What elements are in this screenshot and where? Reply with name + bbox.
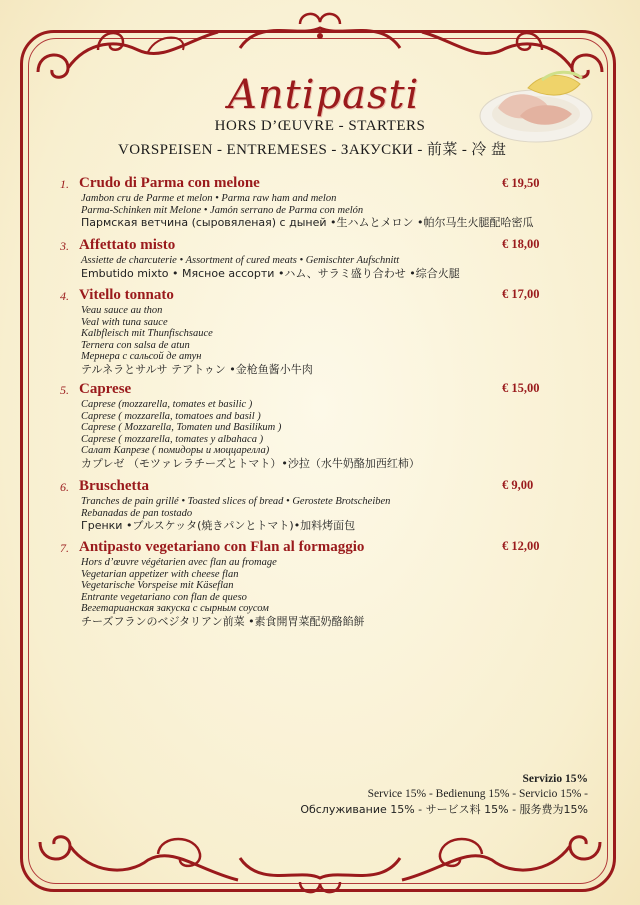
item-number: 4.	[60, 289, 69, 303]
desc-line: Vegetarian appetizer with cheese flan	[81, 568, 239, 580]
item-price: € 9,00	[502, 478, 534, 492]
desc-line: Parma-Schinken mit Melone • Jamón serrano de Parma con melón	[81, 204, 364, 216]
item-name: Crudo di Parma con melone	[79, 175, 260, 191]
item-description	[81, 496, 390, 533]
item-name: Antipasto vegetariano con Flan al formaggio	[79, 539, 365, 555]
desc-line: チーズフランのベジタリアン前菜 •素食開胃菜配奶酪餡餅	[81, 614, 365, 628]
item-description	[81, 557, 365, 629]
item-description	[81, 255, 460, 281]
desc-line: Tranches de pain grillé • Toasted slices of bread • Gerostete Brotscheiben	[81, 496, 391, 507]
menu-item-3	[60, 237, 530, 281]
service-heading: Servizio 15%	[522, 773, 588, 785]
desc-line: Assiette de charcuterie • Assortment of cured meats • Gemischter Aufschnitt	[81, 255, 400, 266]
item-price: € 12,00	[502, 539, 540, 553]
desc-line: Вегетарианская закуска с сырным соусом	[81, 603, 269, 615]
menu-item-5	[60, 381, 530, 473]
desc-line: Caprese (mozzarella, tomates et basilic )	[81, 399, 253, 410]
desc-line: Caprese ( mozzarella, tomates y albahaca )	[81, 433, 264, 445]
service-line-1: Service 15% - Bedienung 15% - Servicio 15% -	[367, 788, 588, 800]
page-title: Antipasti	[228, 72, 420, 118]
desc-line: Пармская ветчина (сыровяленая) с дыней •生ハムとメロン •帕尔马生火腿配哈密瓜	[81, 216, 534, 230]
bottom-right-scroll-ornament	[392, 820, 612, 900]
desc-line: Салат Капрезе ( помидоры и моццарелла)	[81, 445, 270, 457]
desc-line: Rebanadas de pan tostado	[81, 507, 193, 519]
service-line-2: Обслуживание 15% - サービス料 15% - 服务费为15%	[300, 803, 588, 816]
menu-item-6	[60, 478, 530, 534]
item-name: Bruschetta	[79, 478, 149, 494]
desc-line: Ternera con salsa de atun	[81, 339, 190, 351]
service-charge-note	[300, 772, 588, 817]
item-number: 6.	[60, 480, 69, 494]
dish-photo	[468, 58, 594, 148]
menu-item-4	[60, 287, 530, 379]
bottom-left-scroll-ornament	[28, 820, 248, 900]
menu-item-1	[60, 175, 534, 235]
desc-line: Embutido mixto • Мясное ассорти •ハム、サラミ盛り合わせ •综合火腿	[81, 266, 460, 280]
item-price: € 18,00	[502, 237, 540, 251]
item-price: € 15,00	[502, 381, 540, 395]
item-number: 1.	[60, 177, 69, 191]
desc-line: テルネラとサルサ テアトゥン •金枪鱼酱小牛肉	[81, 362, 313, 376]
item-name: Caprese	[79, 381, 132, 397]
desc-line: Гренки •ブルスケッタ(焼きパンとトマト)•加料烤面包	[81, 519, 356, 533]
bottom-center-scroll-ornament	[220, 838, 420, 898]
desc-line: Kalbfleisch mit Thunfischsauce	[81, 328, 213, 340]
desc-line: Veau sauce au thon	[81, 305, 163, 316]
desc-line: Entrante vegetariano con flan de queso	[81, 591, 247, 603]
desc-line: Мернера с сальсой де атун	[81, 351, 202, 363]
subtitle-line-1: HORS D’ŒUVRE - STARTERS	[214, 118, 426, 134]
item-number: 3.	[60, 239, 69, 253]
item-description	[81, 399, 420, 471]
desc-line: Veal with tuna sauce	[81, 316, 168, 328]
subtitle-line-2: VORSPEISEN - ENTREMESES - ЗАКУСКИ - 前菜 - 冷 盘	[118, 142, 507, 158]
top-center-scroll-ornament	[220, 8, 420, 68]
item-name: Vitello tonnato	[79, 287, 174, 303]
desc-line: Caprese ( Mozzarella, Tomaten und Basilikum )	[81, 422, 282, 434]
item-description	[81, 193, 533, 230]
desc-line: Hors d’œuvre végétarien avec flan au fromage	[81, 557, 277, 568]
desc-line: Vegetarische Vorspeise mit Käseflan	[81, 580, 234, 592]
item-name: Affettato misto	[79, 237, 176, 253]
top-left-scroll-ornament	[28, 10, 228, 90]
item-price: € 19,50	[502, 176, 540, 190]
item-number: 7.	[60, 541, 69, 555]
menu-item-7	[60, 539, 530, 631]
desc-line: カプレゼ （モツァレラチーズとトマト）•沙拉（水牛奶酪加西红柿）	[81, 456, 420, 470]
item-number: 5.	[60, 383, 69, 397]
desc-line: Jambon cru de Parme et melon • Parma raw ham and melon	[81, 193, 337, 204]
item-description	[81, 305, 313, 377]
item-price: € 17,00	[502, 287, 540, 301]
desc-line: Caprese ( mozzarella, tomatoes and basil )	[81, 410, 261, 422]
